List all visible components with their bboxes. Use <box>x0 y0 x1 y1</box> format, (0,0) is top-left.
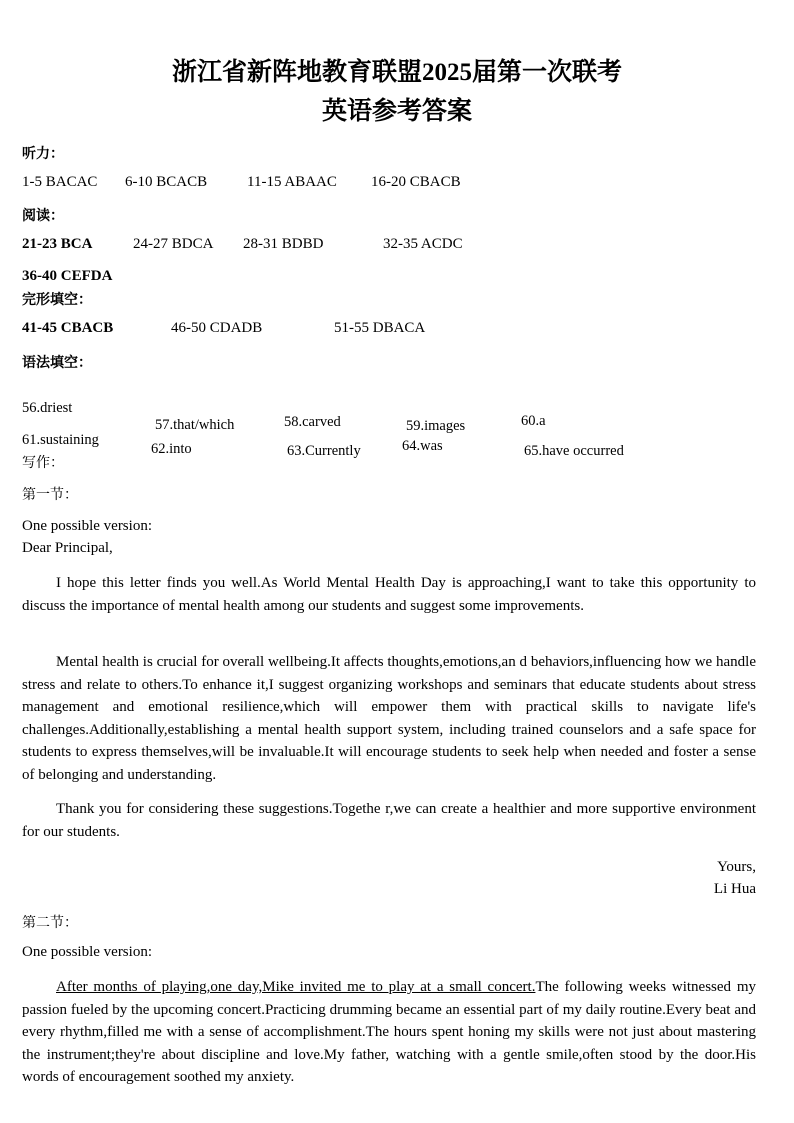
grammar-answer: 56.driest <box>22 400 73 416</box>
letter-signature: Li Hua <box>713 881 756 897</box>
page-subtitle: 英语参考答案 <box>321 98 472 125</box>
listening-label: 听力： <box>22 147 64 162</box>
writing-section1-intro: One possible version: <box>22 518 152 534</box>
letter-paragraph: I hope this letter finds you well.As World Mental Health Day is approaching,I want to take this opportunity to discuss the importance of mental health among our students and suggest some improvements. <box>22 575 756 614</box>
cloze-answer: 41-45 CBACB <box>22 320 114 336</box>
cloze-answer: 51-55 DBACA <box>334 320 426 336</box>
listening-answer: 6-10 BCACB <box>125 174 208 190</box>
story-given-sentence: After months of playing,one day,Mike invited me to play at a small concert. <box>56 979 536 995</box>
reading-answer: 32-35 ACDC <box>383 236 463 252</box>
cloze-answer: 46-50 CDADB <box>171 320 263 336</box>
letter-greeting: Dear Principal, <box>22 540 113 556</box>
story-continuation: The following weeks witnessed my passion fueled by the upcoming concert.Practicing drumming became an essential part of my daily routine.Every beat and every rhythm,filled me with a sense of accomplishment.The hours spent honing my skills were not just about mastering the instrument;they're about discipline and love.My father, watching with a gentle smile,often stood by the door.His words of encouragement soothed my anxiety. <box>22 979 756 1085</box>
grammar-answer: 60.a <box>521 413 546 429</box>
writing-label: 写作： <box>22 456 64 471</box>
page-title: 浙江省新阵地教育联盟2025届第一次联考 <box>171 59 622 86</box>
writing-section2-label: 第二节： <box>22 916 78 931</box>
reading-answer: 21-23 BCA <box>22 236 93 252</box>
listening-answer: 16-20 CBACB <box>371 174 461 190</box>
grammar-answer: 65.have occurred <box>524 443 624 459</box>
cloze-label: 完形填空： <box>22 293 92 308</box>
grammar-answer: 58.carved <box>284 414 341 430</box>
story-paragraph <box>22 976 756 1089</box>
letter-closing: Yours, <box>717 859 756 875</box>
writing-section2-intro: One possible version: <box>22 944 152 960</box>
grammar-answer: 57.that/which <box>155 417 235 433</box>
grammar-label: 语法填空： <box>22 356 92 371</box>
grammar-answer: 63.Currently <box>287 443 361 459</box>
writing-section1-label: 第一节： <box>22 488 78 503</box>
letter-paragraph: Mental health is crucial for overall wellbeing.It affects thoughts,emotions,an d behaviors,influencing how we handle stress and relate to others.To enhance it,I suggest organizing workshops and seminars that educate students about stress management and emotional resilience,which will empower them with practical skills to navigate life's challenges.Additionally,establishing a mental health support system, including trained counselors and a safe space for students to express themselves,will be invaluable.It will encourage students to seek help when needed and foster a sense of belonging and understanding. <box>22 654 756 783</box>
reading-answer: 24-27 BDCA <box>133 236 214 252</box>
listening-answer: 1-5 BACAC <box>22 174 98 190</box>
grammar-answer: 61.sustaining <box>22 432 99 448</box>
grammar-answer: 62.into <box>151 441 192 457</box>
reading-label: 阅读： <box>22 209 64 224</box>
listening-answer: 11-15 ABAAC <box>247 174 337 190</box>
reading-answer: 28-31 BDBD <box>243 236 324 252</box>
letter-paragraph: Thank you for considering these suggestions.Togethe r,we can create a healthier and more supportive environment for our students. <box>22 801 756 840</box>
grammar-answer: 64.was <box>402 438 443 454</box>
grammar-answer: 59.images <box>406 418 466 434</box>
reading-answer: 36-40 CEFDA <box>22 268 113 284</box>
